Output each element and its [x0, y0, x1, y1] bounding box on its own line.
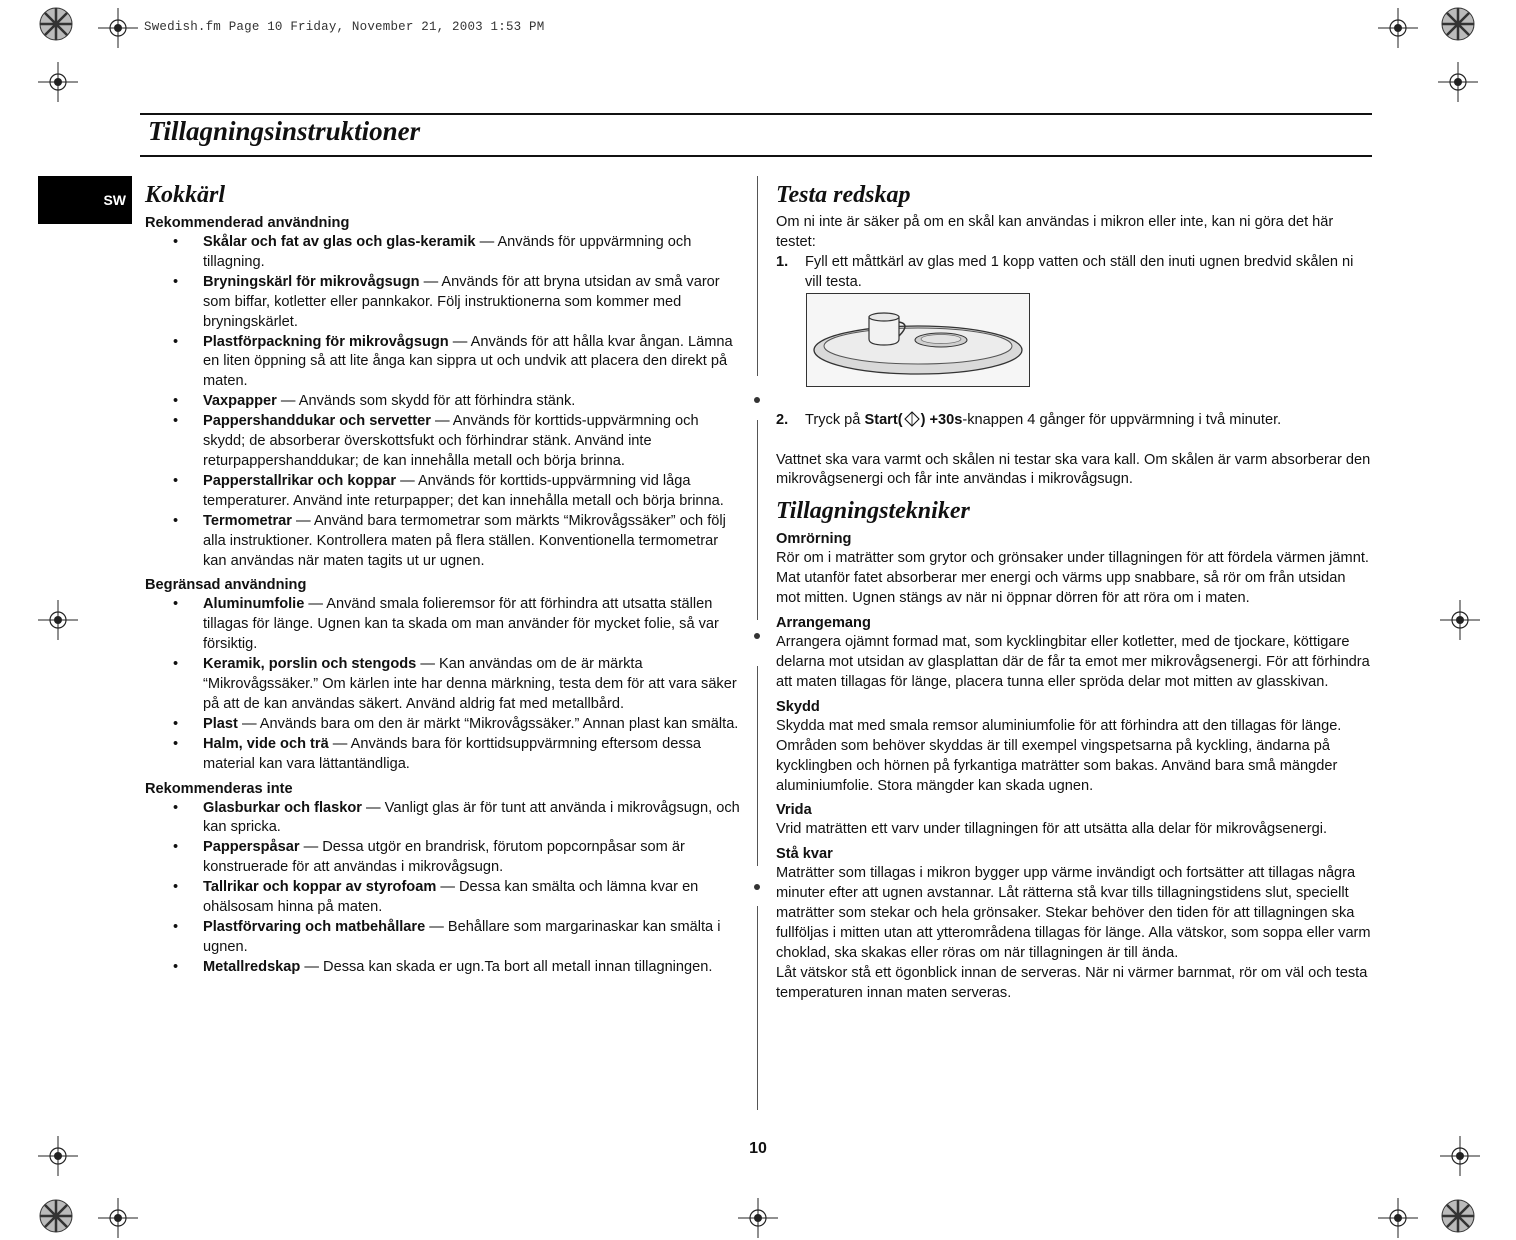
item-desc: — Vanligt glas är för tunt att använda i mikrovågsugn, och kan spricka. [203, 799, 740, 836]
registration-mark-icon [1438, 62, 1478, 102]
step-text-pre: Tryck på [805, 411, 865, 428]
step-number: 1. [776, 253, 789, 270]
section-not-recommended [145, 779, 741, 978]
column-divider [757, 906, 758, 1110]
title-rule-top [140, 113, 1372, 115]
step-1 [776, 253, 1372, 293]
bullet-icon: • [173, 413, 179, 430]
test-intro: Om ni inte är säker på om en skål kan användas i mikron eller inte, kan ni göra det här testet: [776, 214, 1334, 250]
item-desc: — Används för att hålla kvar ångan. Lämna en liten öppning så att lite ånga kan sippra ut och undvik att placera den direkt på maten. [203, 333, 733, 390]
section-title: Begränsad användning [145, 577, 307, 594]
technique-title: Omrörning [776, 531, 852, 548]
item-term: Vaxpapper [203, 393, 277, 410]
test-result: Vattnet ska vara varmt och skålen ni testar ska vara kall. Om skålen är varm absorberar den mikrovågsenergi och får inte användas i mikrovågsugn. [776, 451, 1371, 488]
item-desc: — Dessa kan skada er ugn.Ta bort all metall innan tillagningen. [300, 958, 713, 975]
bullet-icon: • [173, 596, 179, 613]
item-term: Tallrikar och koppar av styrofoam [203, 879, 437, 896]
technique-title: Arrangemang [776, 615, 871, 632]
bullet-icon: • [173, 799, 179, 816]
star-target-icon [38, 1198, 74, 1234]
cookware-heading: Kokkärl [145, 182, 226, 208]
list-item [145, 878, 741, 918]
item-desc: — Används som skydd för att förhindra stänk. [276, 393, 576, 410]
technique-block [776, 800, 1372, 840]
start-label: Start( [864, 411, 903, 428]
technique-title: Skydd [776, 698, 820, 715]
item-desc: — Dessa utgör en brandrisk, förutom popcornpåsar som är konstruerade för att användas i mikrovågsugn. [203, 839, 685, 876]
item-desc: — Används för att bryna utsidan av små varor som biffar, kotletter eller pannkakor. Följ instruktionerna som kommer med bryningskärlet. [203, 273, 720, 330]
techniques-heading: Tillagningstekniker [776, 498, 970, 525]
list-item [145, 233, 741, 273]
item-desc: — Används bara för korttidsuppvärmning eftersom dessa material kan vara lättantändliga. [203, 735, 702, 772]
bullet-icon: • [173, 273, 179, 290]
final-note: Låt vätskor stå ett ögonblick innan de serveras. När ni värmer barnmat, rör om väl och testa temperaturen innan maten serveras. [776, 964, 1368, 1001]
language-code: SW [103, 192, 126, 208]
item-desc: — Behållare som margarinaskar kan smälta i ugnen. [203, 919, 721, 955]
list-item [145, 273, 741, 333]
registration-mark-icon [98, 1198, 138, 1238]
registration-mark-icon [38, 1136, 78, 1176]
technique-block [776, 844, 1372, 1003]
item-desc: — Dessa kan smälta och lämna kvar en ohälsosam hinna på maten. [203, 879, 699, 916]
file-slug: Swedish.fm Page 10 Friday, November 21, 2003 1:53 PM [144, 20, 545, 34]
item-term: Metallredskap [203, 958, 301, 975]
item-term: Aluminumfolie [203, 596, 305, 613]
cup-and-dish-illustration [806, 293, 1030, 387]
list-item [145, 472, 741, 512]
section-recommended [145, 213, 741, 571]
item-term: Papperspåsar [203, 839, 300, 856]
list-item [145, 412, 741, 472]
step-text: Fyll ett måttkärl av glas med 1 kopp vatten och ställ den inuti ugnen bredvid skålen ni vill testa. [805, 253, 1354, 290]
item-desc: — Använd bara termometrar som märkts “Mikrovågssäker” och följ alla instruktioner. Kontrollera maten på flera ställen. Konventionella termometrar kan användas när maten tagits ut ur ugnen. [203, 512, 726, 569]
list-item [145, 799, 741, 839]
step-2 [776, 411, 1372, 431]
item-term: Skålar och fat av glas och glas-keramik [203, 234, 476, 250]
technique-block [776, 529, 1372, 609]
item-term: Glasburkar och flaskor [203, 799, 362, 816]
plus30-label: ) +30s [920, 411, 963, 428]
bullet-icon: • [173, 839, 179, 856]
technique-text: Skydda mat med smala remsor aluminiumfolie för att förhindra att den tillagas för länge. Områden som behöver skyddas är till exempel vingspetsarna på kyckling, ändarna på kycklingben och hörnen på fyrkantiga maträtter som bakas. Använd bara små mängder aluminiumfolie. Stora mängder kan skada ugnen. [776, 717, 1342, 794]
bullet-icon: • [173, 958, 179, 975]
item-desc: — Kan användas om de är märkta “Mikrovågssäker.” Om kärlen inte har denna märkning, testa dem för att vara säker på att de kan användas säkert. Använd aldrig fat med metallbård. [203, 656, 737, 712]
item-term: Bryningskärl för mikrovågsugn [203, 273, 420, 290]
list-item [145, 715, 741, 735]
cookware-column [145, 180, 741, 978]
item-term: Pappershanddukar och servetter [203, 413, 431, 430]
technique-text: Vrid maträtten ett varv under tillagningen för att utsätta alla delar för mikrovågsenergi. [776, 821, 1328, 838]
item-term: Halm, vide och trä [203, 735, 329, 752]
registration-mark-icon [98, 8, 138, 48]
list-item [145, 512, 741, 572]
star-target-icon [1440, 1198, 1476, 1234]
technique-block [776, 613, 1372, 693]
item-term: Termometrar [203, 512, 292, 529]
bullet-icon: • [173, 472, 179, 489]
column-divider [757, 176, 758, 376]
technique-text: Rör om i maträtter som grytor och grönsaker under tillagningen för att fördela värmen jämnt. Mat utanför fatet absorberar mer energi och värms upp snabbare, så rör om från utsidan mot mitten. Ugnen stängs av när ni öppnar dörren för att röra om i maten. [776, 550, 1369, 607]
bullet-list [145, 799, 741, 978]
item-desc: — Används för korttids-uppvärmning och skydd; de absorberar överskottsfukt och förhindrar stänk. Använd inte returpappershanddukar; de kan innehålla metall och börja brinna. [203, 413, 699, 469]
bullet-icon: • [173, 879, 179, 896]
section-limited [145, 575, 741, 774]
page-number: 10 [749, 1140, 767, 1157]
technique-title: Vrida [776, 802, 812, 819]
column-divider [757, 420, 758, 620]
list-item [145, 595, 741, 655]
bullet-icon: • [173, 234, 179, 250]
divider-dot [754, 884, 760, 890]
section-title: Rekommenderad användning [145, 215, 350, 231]
bullet-icon: • [173, 656, 179, 673]
item-term: Plast [203, 715, 238, 732]
technique-text: Arrangera ojämnt formad mat, som kycklingbitar eller kotletter, med de tjockare, köttigare delarna mot utsidan av glasplattan där de får ta emot mer mikrovågsenergi. För att förhindra att maten tillagas för länge, placera tunna eller spröda delar mot mitten av glasskivan. [776, 634, 1370, 690]
item-desc: — Används för uppvärmning och tillagning. [203, 234, 692, 270]
start-diamond-icon [903, 411, 921, 427]
item-desc: — Används för korttids-uppvärmning vid låga temperaturer. Använd inte returpapper; det kan innehålla metall och börja brinna. [203, 472, 724, 509]
bullet-list [145, 233, 741, 571]
registration-mark-icon [1378, 8, 1418, 48]
bullet-icon: • [173, 333, 179, 350]
bullet-icon: • [173, 735, 179, 752]
language-tab [38, 176, 132, 224]
technique-text: Maträtter som tillagas i mikron bygger upp värme invändigt och fortsätter att tillagas några minuter efter att ugnen avstannar. Låt rätterna stå kvar tills tillagningstidens slut, speciellt maträtter som stekar och hela grönsaker. Stekar behöver den tiden för att tillagningen ska fullföljas i mitten utan att ytterområdena tillagas för länge. Alla vätskor, som soppa eller varm choklad, ska skakas eller röras om när tillagningen är till ända. [776, 865, 1371, 961]
bullet-icon: • [173, 919, 179, 935]
page-title: Tillagningsinstruktioner [148, 116, 421, 146]
bullet-list [145, 595, 741, 774]
list-item [145, 918, 741, 958]
list-item [145, 838, 741, 878]
step-text-post: -knappen 4 gånger för uppvärmning i två minuter. [962, 411, 1282, 428]
step-number: 2. [776, 411, 789, 428]
bullet-icon: • [173, 512, 179, 529]
item-desc: — Använd smala folieremsor för att förhindra att utsatta ställen tillagas för länge. Ugnen kan ta skada om man använder för mycket folie, så var försiktig. [203, 596, 719, 653]
test-heading: Testa redskap [776, 182, 911, 208]
technique-title: Stå kvar [776, 846, 833, 863]
registration-mark-icon [1440, 600, 1480, 640]
star-target-icon [38, 6, 74, 42]
item-desc: — Används bara om den är märkt “Mikrovågssäker.” Annan plast kan smälta. [237, 715, 739, 732]
item-term: Keramik, porslin och stengods [203, 656, 417, 673]
bullet-icon: • [173, 715, 179, 732]
list-item [145, 735, 741, 775]
registration-mark-icon [738, 1198, 778, 1238]
column-divider [757, 666, 758, 866]
registration-mark-icon [1440, 1136, 1480, 1176]
divider-dot [754, 633, 760, 639]
star-target-icon [1440, 6, 1476, 42]
item-term: Plastförpackning för mikrovågsugn [203, 333, 449, 350]
section-title: Rekommenderas inte [145, 780, 293, 797]
item-term: Papperstallrikar och koppar [203, 472, 397, 489]
list-item [145, 392, 741, 412]
registration-mark-icon [38, 62, 78, 102]
list-item [145, 655, 741, 715]
bullet-icon: • [173, 393, 179, 410]
registration-mark-icon [38, 600, 78, 640]
divider-dot [754, 397, 760, 403]
item-term: Plastförvaring och matbehållare [203, 919, 426, 935]
registration-mark-icon [1378, 1198, 1418, 1238]
technique-block [776, 697, 1372, 797]
title-rule-bottom [140, 155, 1372, 157]
list-item [145, 333, 741, 393]
list-item [145, 958, 741, 978]
